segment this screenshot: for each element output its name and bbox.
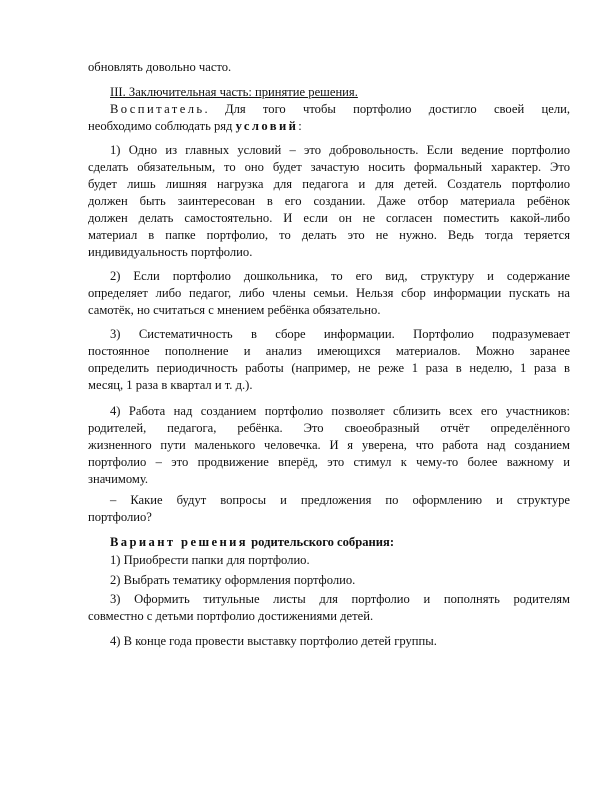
condition-3-paragraph: 3) Систематичность в сборе информации. Портфолио подразумевает постоянное пополнение и анализ имеющихся материалов. Можно заранее определить периодичность работы (например, не реже 1 раза в неделю, 1 раза в месяц, 1 раза в квартал и т. д.). — [88, 327, 570, 392]
section-heading: III. Заключительная часть: принятие решения. — [110, 85, 358, 99]
speaker-label: Воспитатель — [110, 102, 205, 116]
condition-1-paragraph: 1) Одно из главных условий – это добровольность. Если ведение портфолио сделать обязательным, то оно будет зачастую носить формальный характер. Это будет лишь лишняя нагрузка для педагога и для детей. Создатель портфолио должен быть заинтересован в его создании. Даже отбор материала ребёнок должен делать самостоятельно. И если он не согласен поместить какой-либо материал в папке портфолио, то делать это не нужно. Ведь тогда теряется индивидуальность портфолио. — [88, 143, 570, 259]
decision-item-3: 3) Оформить титульные листы для портфолио и пополнять родителям совместно с детьми портфолио достижениями детей. — [88, 592, 570, 623]
condition-2-paragraph: 2) Если портфолио дошкольника, то его вид, структуру и содержание определяет либо педагог, либо члены семьи. Нельзя сбор информации пускать на самотёк, но считаться с мнением ребёнка обязательно. — [88, 269, 570, 317]
decision-item-2: 2) Выбрать тематику оформления портфолио. — [110, 573, 356, 587]
decision-heading: Вариант решения родительского собрания: — [110, 535, 395, 549]
conditions-word: условий — [235, 119, 299, 133]
decision-item-4: 4) В конце года провести выставку портфолио детей группы. — [110, 634, 437, 648]
intro-tail: обновлять довольно часто. — [88, 60, 232, 74]
question-paragraph: – Какие будут вопросы и предложения по оформлению и структуре портфолио? — [88, 493, 570, 524]
condition-4-paragraph: 4) Работа над созданием портфолио позволяет сблизить всех его участников: родителей, педагога, ребёнка. Это своеобразный отчёт определённого жизненного пути маленького человечка. И я уверена, что работа над созданием портфолио – это продвижение вперёд, это стимул к чему-то более важному и значимому. — [88, 404, 570, 486]
decision-item-1: 1) Приобрести папки для портфолио. — [110, 553, 310, 567]
teacher-intro-paragraph: Воспитатель. Для того чтобы портфолио достигло своей цели, необходимо соблюдать ряд условий: — [88, 102, 570, 133]
